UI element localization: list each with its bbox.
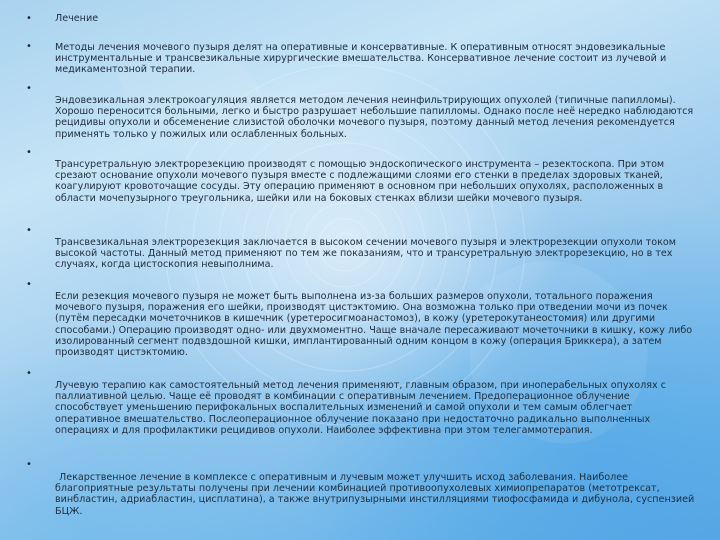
bullet-marker: • [26,279,32,290]
paragraph-cystectomy: Если резекция мочевого пузыря не может быть выполнена из-за больших размеров опухоли, тотального поражения мочевого пузыря, поражения его шейки, производят цистэктомию. Она возможна только при отведении мочи из почек (путём пересадки мочеточников в кишечник (уретеросигмоанастомоз), в кожу (уретерокутанеостомия) или другими способами.) Операцию производят одно- или двухмоментно. Чаще вначале пересаживают мочеточники в кишку, кожу либо изолированный сегмент подвздошной кишки, имплантированный одним концом в кожу (операция Бриккера), а затем производят цистэктомию. [55,291,693,359]
bullet-marker: • [26,147,32,158]
bullet-marker: • [26,459,32,470]
paragraph-drug-therapy: Лекарственное лечение в комплексе с оперативным и лучевым может улучшить исход заболевания. Наиболее благоприятные результаты получены при лечении комбинацией противоопухолевых химиопрепаратов (метотрексат, винбластин, адриабластин, цисплатина), а также внутрипузырными инстилляциями тиофосфамида и дибунола, суспензией БЦЖ. [55,472,695,517]
paragraph-radiotherapy: Лучевую терапию как самостоятельный метод лечения применяют, главным образом, при иноперабельных опухолях с паллиативной целью. Чаще её проводят в комбинации с оперативным лечением. Предоперационное облучение способствует уменьшению перифокальных воспалительных изменений и самой опухоли и тем самым облегчает оперативное вмешательство. Послеоперационное облучение показано при недостаточно радикально выполненных операциях и для профилактики рецидивов опухоли. Наиболее эффективна при этом телегаммотерапия. [55,380,666,436]
paragraph-treatment-methods: Методы лечения мочевого пузыря делят на оперативные и консервативные. К оперативным относят эндовезикальные инструментальные и трансвезикальные хирургические вмешательства. Консервативное лечение состоит из лучевой и медикаментозной терапии. [55,42,667,76]
bullet-marker: • [26,13,32,24]
bullet-marker: • [26,225,32,236]
slide-heading: Лечение [55,13,99,24]
bullet-marker: • [26,83,32,94]
paragraph-electrocoagulation: Эндовезикальная электрокоагуляция является методом лечения неинфильтрирующих опухолей (типичные папилломы). Хорошо переносится больными, легко и быстро разрушает небольшие папилломы. Однако после неё нередко наблюдаются рецидивы опухоли и обсеменение слизистой оболочки мочевого пузыря, поэтому данный метод лечения рекомендуется применять только у пожилых или ослабленных больных. [55,95,694,140]
bullet-marker: • [26,368,32,379]
paragraph-transurethral-resection: Трансуретральную электрорезекцию производят с помощью эндоскопического инструмента – резектоскопа. При этом срезают основание опухоли мочевого пузыря вместе с подлежащими слоями его стенки в пределах здоровых тканей, коагулируют кровоточащие сосуды. Эту операцию применяют в основном при небольших опухолях, расположенных в области мочепузырного треугольника, шейки или на боковых стенках вблизи шейки мочевого пузыря. [55,159,665,204]
paragraph-transvesical-resection: Трансвезикальная электрорезекция заключается в высоком сечении мочевого пузыря и электрорезекции опухоли током высокой частоты. Данный метод применяют по тем же показаниям, что и трансуретральную электрорезекцию, но в тех случаях, когда цистоскопия невыполнима. [55,237,677,271]
bullet-marker: • [26,41,32,52]
